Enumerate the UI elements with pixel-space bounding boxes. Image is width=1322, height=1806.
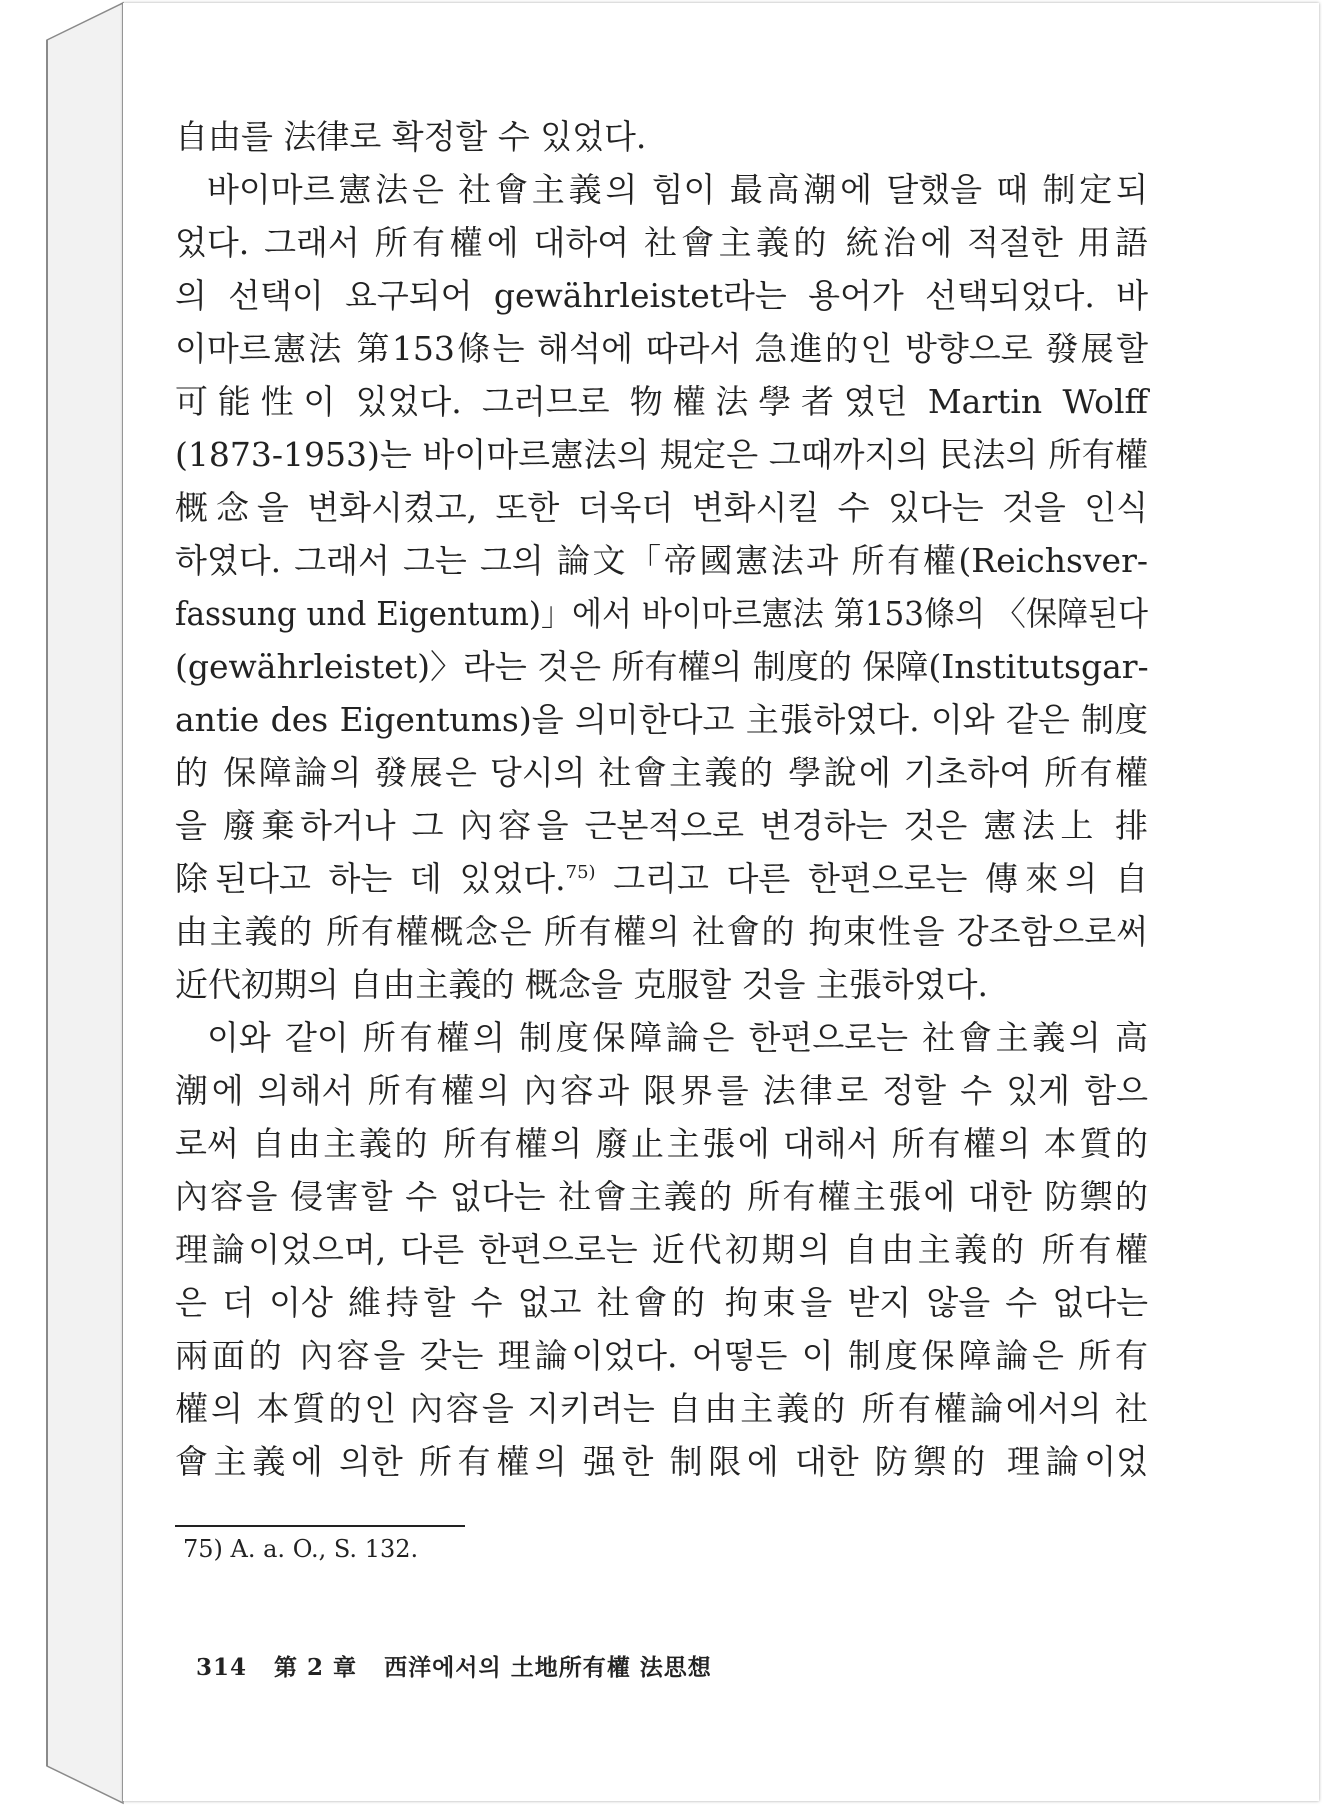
text-line: 近代初期의 自由主義的 概念을 克服할 것을 主張하였다. xyxy=(175,965,988,1004)
text-line: 由主義的 所有權概念은 所有權의 社會的 拘束性을 강조함으로써 xyxy=(175,912,1148,951)
text-line: 은 더 이상 維持할 수 없고 社會的 拘束을 받지 않을 수 없다는 xyxy=(175,1283,1148,1322)
body-text xyxy=(175,110,1148,1488)
text-line: 었다. 그래서 所有權에 대하여 社會主義的 統治에 적절한 用語 xyxy=(175,223,1148,262)
text-line: 로써 自由主義的 所有權의 廢止主張에 대해서 所有權의 本質的 xyxy=(175,1124,1148,1163)
text-line-with-footnote xyxy=(175,852,1148,905)
footnote-divider xyxy=(175,1525,465,1527)
text-line: 內容을 侵害할 수 없다는 社會主義的 所有權主張에 대한 防禦的 xyxy=(175,1177,1148,1216)
running-footer xyxy=(196,1649,730,1682)
chapter-title: 西洋에서의 土地所有權 法思想 xyxy=(384,1654,712,1681)
text-line: 自由를 法律로 확정할 수 있었다. xyxy=(175,117,647,156)
text-line: 權의 本質的인 內容을 지키려는 自由主義的 所有權論에서의 社 xyxy=(175,1389,1148,1428)
text-line: 하였다. 그래서 그는 그의 論文「帝國憲法과 所有權(Reichsver- xyxy=(175,541,1148,580)
text-line: 을 廢棄하거나 그 內容을 근본적으로 변경하는 것은 憲法上 排 xyxy=(175,806,1148,845)
text-line: 概念을 변화시켰고, 또한 더욱더 변화시킬 수 있다는 것을 인식 xyxy=(175,488,1148,527)
text-line: 理論이었으며, 다른 한편으로는 近代初期의 自由主義的 所有權 xyxy=(175,1230,1148,1269)
text-line: 的 保障論의 發展은 당시의 社會主義的 學說에 기초하여 所有權 xyxy=(175,753,1148,792)
page-number: 314 xyxy=(196,1654,248,1681)
footnote: 75) A. a. O., S. 132. xyxy=(183,1535,419,1563)
text-line: 의 선택이 요구되어 gewährleistet라는 용어가 선택되었다. 바 xyxy=(175,276,1148,315)
chapter-number: 第 2 章 xyxy=(274,1654,358,1681)
text-segment: 그리고 다른 한편으로는 傳來의 自 xyxy=(595,859,1148,898)
text-line: fassung und Eigentum)」에서 바이마르憲法 第153條의 〈保障된다 xyxy=(175,594,1149,633)
text-line: 潮에 의해서 所有權의 內容과 限界를 法律로 정할 수 있게 함으 xyxy=(175,1071,1148,1110)
text-line: 會主義에 의한 所有權의 强한 制限에 대한 防禦的 理論이었 xyxy=(175,1442,1148,1481)
text-line: 이마르憲法 第153條는 해석에 따라서 急進的인 방향으로 發展할 xyxy=(175,329,1148,368)
text-line: 兩面的 內容을 갖는 理論이었다. 어떻든 이 制度保障論은 所有 xyxy=(175,1336,1148,1375)
text-segment: 除된다고 하는 데 있었다. xyxy=(175,859,566,898)
text-line: (gewährleistet)〉라는 것은 所有權의 制度的 保障(Institutsgar- xyxy=(175,647,1149,686)
text-line: 可能性이 있었다. 그러므로 物權法學者였던 Martin Wolff xyxy=(175,382,1148,421)
text-line: 바이마르憲法은 社會主義의 힘이 最高潮에 달했을 때 制定되 xyxy=(207,170,1148,209)
text-line: (1873-1953)는 바이마르憲法의 規定은 그때까지의 民法의 所有權 xyxy=(175,435,1148,474)
footnote-reference: 75) xyxy=(565,862,596,883)
text-line: 이와 같이 所有權의 制度保障論은 한편으로는 社會主義의 高 xyxy=(207,1018,1148,1057)
text-line: antie des Eigentums)을 의미한다고 主張하였다. 이와 같은 制度 xyxy=(175,700,1148,739)
